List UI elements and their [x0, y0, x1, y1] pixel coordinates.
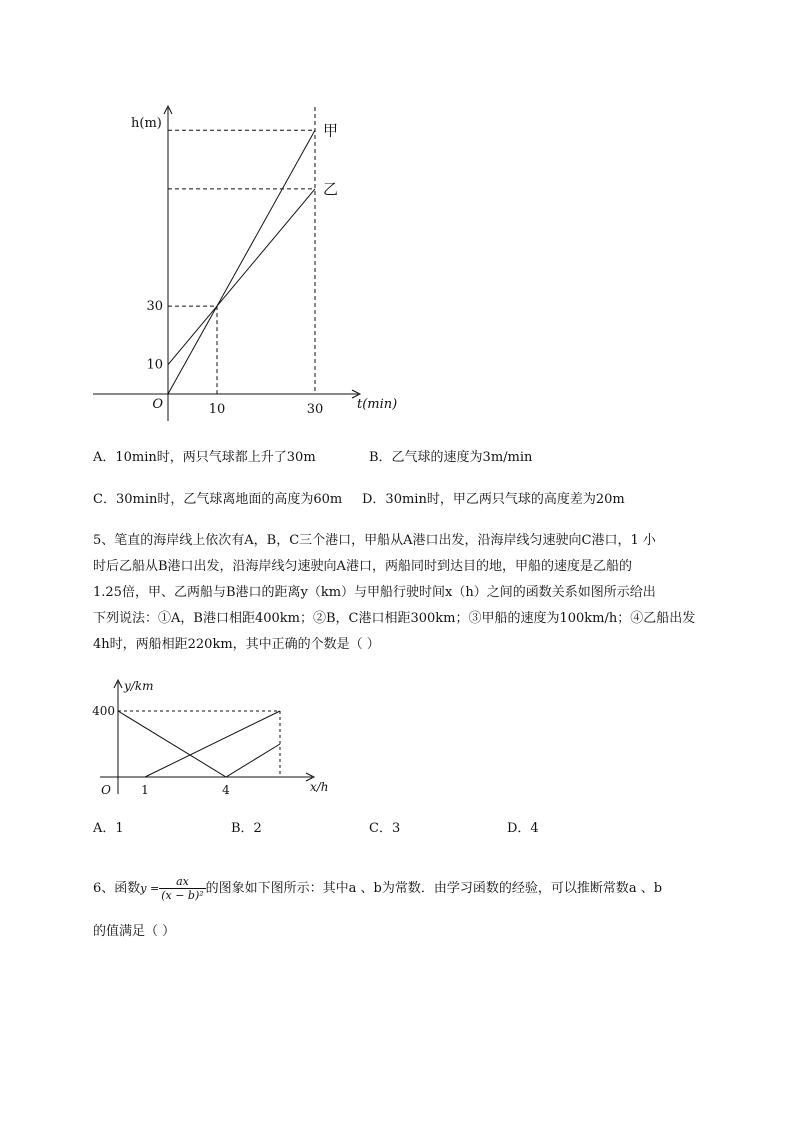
origin-label: O — [101, 783, 111, 797]
series-line-2 — [168, 189, 315, 365]
x-axis-label: t(min) — [357, 397, 398, 412]
y-axis-label: h(m) — [131, 116, 162, 131]
origin-label: O — [152, 397, 163, 412]
q6-stem-line-1 — [93, 874, 662, 904]
q6-prefix: 6、函数 — [93, 881, 141, 896]
q6-formula-numerator: ax — [159, 875, 205, 889]
y-tick-label-2: 30 — [146, 299, 163, 315]
x-axis-label: x/h — [310, 780, 329, 794]
q5-stem-line-4: 下列说法：①A，B港口相距400km；②B，C港口相距300km；③甲船的速度为100km/h；④乙船出发 — [93, 611, 696, 626]
q4-option-d[interactable]: D．30min时，甲乙两只气球的高度差为20m — [362, 492, 625, 507]
series-label-2: 乙 — [323, 179, 339, 198]
x-tick-label-2: 30 — [306, 402, 324, 417]
q5-option-c[interactable]: C．3 — [369, 821, 401, 836]
q5-stem-line-3: 1.25倍，甲、乙两船与B港口的距离y（km）与甲船行驶时间x（h）之间的函数关系如图所示给出 — [93, 585, 656, 600]
q6-formula-lhs: y = — [140, 882, 160, 895]
q5-option-a[interactable]: A．1 — [93, 821, 124, 836]
series-label-1: 甲 — [323, 121, 339, 140]
q4-option-a[interactable]: A．10min时，两只气球都上升了30m — [93, 450, 316, 465]
x-tick-label-1: 1 — [141, 783, 149, 797]
x-tick-label-2: 4 — [222, 783, 230, 797]
y-tick-label-1: 10 — [146, 357, 163, 373]
q6-suffix: 的图象如下图所示：其中a 、b为常数．由学习函数的经验，可以推断常数a 、b — [205, 881, 663, 896]
q5-option-b[interactable]: B．2 — [231, 821, 262, 836]
y-tick-label-1: 400 — [92, 704, 115, 718]
ship-distance-chart — [80, 672, 350, 802]
q5-stem-line-2: 时后乙船从B港口出发，沿海岸线匀速驶向A港口，两船同时到达目的地，甲船的速度是乙船的 — [93, 559, 632, 574]
q6-stem-line-2: 的值满足（ ） — [93, 924, 176, 939]
q6-formula-denominator: (x − b)² — [161, 889, 204, 902]
q6-formula-fraction — [159, 875, 205, 902]
balloon-height-chart — [0, 95, 420, 425]
q5-stem-line-5: 4h时，两船相距220km，其中正确的个数是（ ） — [93, 637, 380, 652]
q5-option-d[interactable]: D．4 — [507, 821, 539, 836]
series-line-2 — [145, 711, 280, 777]
series-line-1 — [118, 711, 280, 777]
y-axis-label: y/km — [124, 679, 154, 693]
q4-option-c[interactable]: C．30min时，乙气球离地面的高度为60m — [93, 492, 343, 507]
x-tick-label-1: 10 — [208, 402, 226, 417]
q5-stem-line-1: 5、笔直的海岸线上依次有A，B，C三个港口，甲船从A港口出发，沿海岸线匀速驶向C港口，1 小 — [93, 533, 656, 548]
q4-option-b[interactable]: B．乙气球的速度为3m/min — [369, 450, 533, 465]
series-line-1 — [168, 130, 315, 394]
